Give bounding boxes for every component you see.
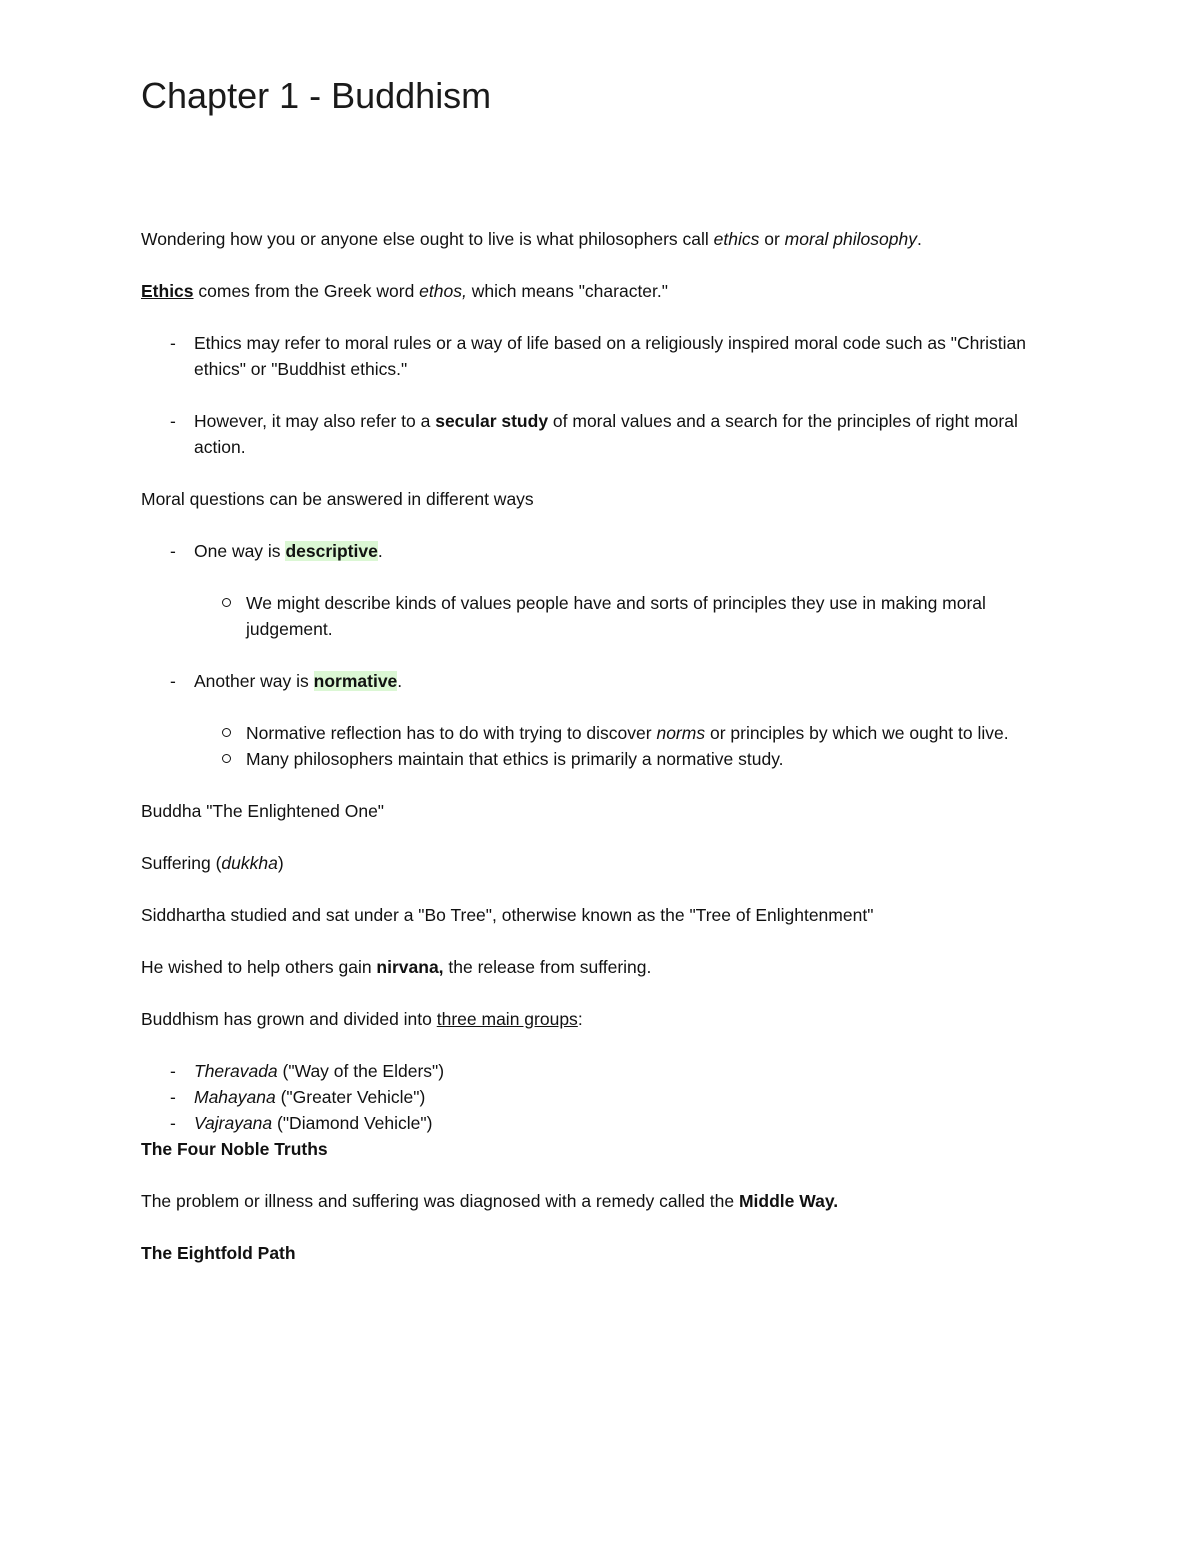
group-desc: ("Greater Vehicle") (275, 1087, 426, 1107)
group-name: Vajrayana (194, 1113, 273, 1133)
term-dukkha: dukkha (221, 853, 278, 873)
dash-bullet: - (170, 671, 176, 691)
list-item-normative (141, 668, 1061, 772)
ethics-def-text: comes from the Greek word (193, 281, 420, 301)
dash-bullet: - (170, 541, 176, 561)
descriptive-sublist (194, 590, 1061, 642)
greek-word-ethos: ethos, (419, 281, 467, 301)
suffering-text-end: ) (277, 853, 284, 873)
list-item (141, 1084, 1061, 1110)
list-item-text: Ethics may refer to moral rules or a way of life based on a religiously inspired moral code such as "Christian ethics" or "Buddhist ethics." (194, 333, 1026, 379)
middle-way-line (141, 1188, 1061, 1214)
nirvana-text: He wished to help others gain (141, 957, 377, 977)
list-item-text-end: of moral values and a search for the principles of right moral action. (194, 411, 1018, 457)
dash-bullet: - (170, 333, 176, 353)
list-item-text: One way is (194, 541, 286, 561)
dash-bullet: - (170, 1113, 176, 1133)
dash-bullet: - (170, 411, 176, 431)
suffering-text: Suffering ( (141, 853, 222, 873)
intro-text-mid: or (759, 229, 785, 249)
groups-intro-colon: : (577, 1009, 583, 1029)
list-item-text: However, it may also refer to a (194, 411, 436, 431)
normative-sublist (194, 720, 1061, 772)
sub-list-item-text: Normative reflection has to do with trying to discover (246, 723, 657, 743)
sub-list-item (194, 720, 1061, 746)
highlight-normative: normative (313, 671, 398, 691)
sub-list-item (194, 590, 1061, 642)
list-item (141, 1058, 1061, 1084)
group-desc: ("Diamond Vehicle") (272, 1113, 433, 1133)
term-middle-way: Middle Way. (738, 1191, 839, 1211)
dash-bullet: - (170, 1087, 176, 1107)
list-item (141, 1110, 1061, 1136)
term-ethics: ethics (713, 229, 760, 249)
sub-list-item (194, 746, 1061, 772)
circle-bullet (222, 728, 231, 737)
intro-text-end: . (916, 229, 922, 249)
group-name: Theravada (194, 1061, 278, 1081)
intro-text: Wondering how you or anyone else ought to live is what philosophers call (141, 229, 714, 249)
ethics-points-list (141, 330, 1061, 460)
term-moral-philosophy: moral philosophy (784, 229, 917, 249)
groups-intro (141, 1006, 1061, 1032)
document-page (141, 70, 1061, 1292)
term-norms: norms (656, 723, 706, 743)
list-item (141, 408, 1061, 460)
term-nirvana: nirvana, (376, 957, 444, 977)
eightfold-path-heading: The Eightfold Path (141, 1243, 296, 1263)
ethics-word: Ethics (141, 281, 194, 301)
three-main-groups: three main groups (436, 1009, 578, 1029)
middle-way-text: The problem or illness and suffering was diagnosed with a remedy called the (141, 1191, 739, 1211)
suffering-line (141, 850, 1061, 876)
ethics-def-meaning: which means "character." (466, 281, 668, 301)
nirvana-line (141, 954, 1061, 980)
buddha-line: Buddha "The Enlightened One" (141, 801, 385, 821)
list-item-text-end: . (377, 541, 383, 561)
secular-study-term: secular study (435, 411, 549, 431)
nirvana-text-end: the release from suffering. (443, 957, 652, 977)
page-title: Chapter 1 - Buddhism (141, 75, 492, 116)
intro-paragraph (141, 226, 1061, 252)
four-noble-truths-heading: The Four Noble Truths (141, 1139, 328, 1159)
list-item-text: Another way is (194, 671, 314, 691)
circle-bullet (222, 754, 231, 763)
group-name: Mahayana (194, 1087, 276, 1107)
list-item (141, 330, 1061, 382)
group-desc: ("Way of the Elders") (277, 1061, 445, 1081)
sub-list-item-text: Many philosophers maintain that ethics is primarily a normative study. (246, 749, 784, 769)
groups-list (141, 1058, 1061, 1136)
circle-bullet (222, 598, 231, 607)
groups-intro-text: Buddhism has grown and divided into (141, 1009, 437, 1029)
moral-questions-heading: Moral questions can be answered in different ways (141, 489, 534, 509)
highlight-descriptive: descriptive (285, 541, 378, 561)
list-item-descriptive (141, 538, 1061, 642)
ethics-definition (141, 278, 1061, 304)
sub-list-item-text: We might describe kinds of values people have and sorts of principles they use in making moral judgement. (246, 593, 986, 639)
list-item-text-end: . (397, 671, 403, 691)
dash-bullet: - (170, 1061, 176, 1081)
sub-list-item-text-end: or principles by which we ought to live. (705, 723, 1009, 743)
siddhartha-line: Siddhartha studied and sat under a "Bo Tree", otherwise known as the "Tree of Enlightenment" (141, 905, 874, 925)
approaches-list (141, 538, 1061, 772)
